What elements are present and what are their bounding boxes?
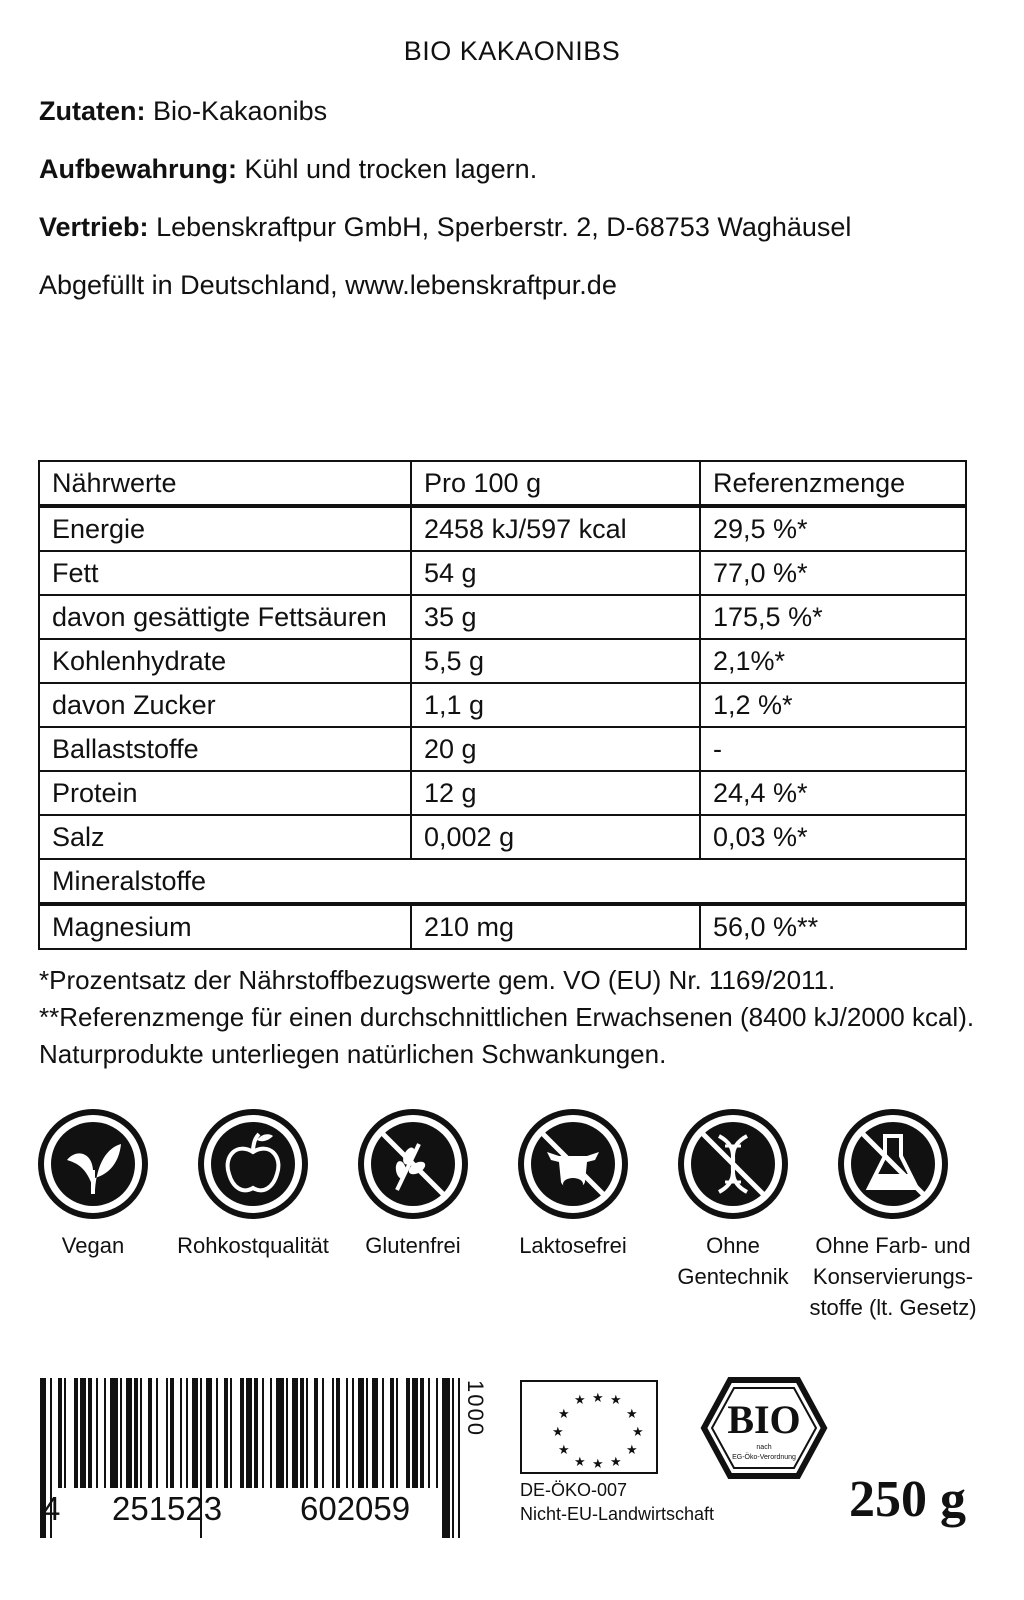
barcode-bar — [352, 1378, 354, 1488]
barcode-bar — [358, 1378, 364, 1488]
product-title: BIO KAKAONIBS — [403, 36, 621, 66]
barcode-bar — [314, 1378, 318, 1488]
storage-value: Kühl und trocken lagern. — [244, 154, 538, 184]
badge-ohne-gentechnik — [643, 1108, 823, 1292]
table-cell: Fett — [39, 551, 411, 595]
bio-word: BIO — [727, 1397, 801, 1442]
barcode-bar — [306, 1378, 308, 1488]
eu-certification-text — [520, 1478, 714, 1526]
svg-text:★: ★ — [574, 1393, 586, 1408]
svg-text:★: ★ — [574, 1455, 586, 1470]
badge-label: Rohkostqualität — [177, 1233, 329, 1258]
barcode-bar — [286, 1378, 288, 1488]
eu-code: DE-ÖKO-007 — [520, 1480, 628, 1500]
svg-text:★: ★ — [626, 1407, 638, 1422]
section-row — [39, 859, 966, 904]
barcode-rotated-number: 1000 — [463, 1380, 488, 1437]
badge-label: Vegan — [61, 1233, 125, 1258]
barcode-bar — [140, 1378, 142, 1488]
barcode-bar — [276, 1378, 284, 1488]
barcode-bar — [240, 1378, 244, 1488]
bio-seal — [700, 1376, 828, 1480]
table-row — [39, 506, 966, 551]
table-cell: Energie — [39, 506, 411, 551]
barcode-bar — [382, 1378, 384, 1488]
no-flask-icon — [837, 1108, 949, 1220]
table-row — [39, 727, 966, 771]
barcode-bar — [336, 1378, 340, 1488]
eu-organic-logo — [520, 1380, 658, 1474]
storage-label: Aufbewahrung: — [39, 154, 237, 184]
badge-glutenfrei — [323, 1108, 503, 1261]
distribution-label: Vertrieb: — [39, 212, 149, 242]
badge-laktosefrei — [483, 1108, 663, 1261]
badge-label: Ohne — [706, 1233, 760, 1258]
table-cell: 35 g — [411, 595, 700, 639]
footnote-3: Naturprodukte unterliegen natürlichen Schwankungen. — [39, 1039, 667, 1069]
footnote-2: **Referenzmenge für einen durchschnittlichen Erwachsenen (8400 kJ/2000 kcal). — [39, 1002, 975, 1032]
barcode-bar — [262, 1378, 264, 1488]
barcode-bar — [88, 1378, 92, 1488]
table-cell: Protein — [39, 771, 411, 815]
table-cell: Ballaststoffe — [39, 727, 411, 771]
barcode-bar — [104, 1378, 106, 1488]
barcode-bar — [120, 1378, 122, 1488]
table-row — [39, 904, 966, 949]
table-cell: 20 g — [411, 727, 700, 771]
barcode-bar — [372, 1378, 378, 1488]
svg-text:★: ★ — [552, 1425, 564, 1440]
table-cell: Magnesium — [39, 904, 411, 949]
apple-icon — [197, 1108, 309, 1220]
leaf-icon — [37, 1108, 149, 1220]
barcode-bar — [134, 1378, 138, 1488]
barcode-bar — [254, 1378, 258, 1488]
ingredients-line — [39, 96, 327, 127]
badge-label: Glutenfrei — [365, 1233, 461, 1258]
barcode-bar — [180, 1378, 182, 1488]
header-cell: Pro 100 g — [411, 461, 700, 506]
eu-leaf-stars-icon — [522, 1382, 656, 1472]
barcode-bar — [224, 1378, 228, 1488]
svg-text:★: ★ — [632, 1425, 644, 1440]
table-cell: - — [700, 727, 966, 771]
table-cell: 5,5 g — [411, 639, 700, 683]
badge-label: Konservierungs- — [812, 1264, 974, 1289]
table-row — [39, 551, 966, 595]
barcode-bar — [110, 1378, 118, 1488]
barcode-bar — [396, 1378, 398, 1488]
badge-label: Gentechnik — [677, 1264, 789, 1289]
distribution-line — [39, 212, 851, 243]
barcode-bar — [74, 1378, 78, 1488]
svg-text:★: ★ — [558, 1443, 570, 1458]
barcode-bar — [452, 1378, 454, 1538]
badge-label: Ohne Farb- und — [815, 1233, 971, 1258]
barcode-bar — [192, 1378, 198, 1488]
table-cell: 12 g — [411, 771, 700, 815]
svg-text:★: ★ — [558, 1407, 570, 1422]
barcode-bar — [442, 1378, 450, 1538]
table-cell: 24,4 %* — [700, 771, 966, 815]
barcode-bar — [390, 1378, 394, 1488]
storage-line — [39, 154, 537, 185]
barcode-bar — [230, 1378, 232, 1488]
barcode-bar — [80, 1378, 86, 1488]
barcode-bar — [270, 1378, 272, 1488]
footnotes — [39, 962, 974, 1073]
table-cell: 0,002 g — [411, 815, 700, 859]
barcode-bar — [216, 1378, 218, 1488]
barcode-bar — [166, 1378, 168, 1488]
barcode-bar — [96, 1378, 98, 1488]
no-cow-icon — [517, 1108, 629, 1220]
barcode-bar — [292, 1378, 298, 1488]
table-cell: 0,03 %* — [700, 815, 966, 859]
eu-origin: Nicht-EU-Landwirtschaft — [520, 1504, 715, 1524]
section-cell: Mineralstoffe — [39, 859, 966, 904]
distribution-value: Lebenskraftpur GmbH, Sperberstr. 2, D-68753 Waghäusel — [156, 212, 852, 242]
table-cell: 77,0 %* — [700, 551, 966, 595]
table-cell: davon gesättigte Fettsäuren — [39, 595, 411, 639]
badge-label: stoffe (lt. Gesetz) — [809, 1295, 977, 1320]
barcode-bar — [186, 1378, 188, 1488]
table-cell: 2,1%* — [700, 639, 966, 683]
barcode-bar — [322, 1378, 324, 1488]
footnote-1: *Prozentsatz der Nährstoffbezugswerte gem. VO (EU) Nr. 1169/2011. — [39, 965, 836, 995]
ingredients-value: Bio-Kakaonibs — [153, 96, 328, 126]
barcode-bar — [58, 1378, 62, 1488]
table-cell: 1,2 %* — [700, 683, 966, 727]
bio-subtext-2: EG-Öko-Verordnung — [732, 1454, 796, 1461]
table-row — [39, 595, 966, 639]
table-cell: 175,5 %* — [700, 595, 966, 639]
table-cell: Salz — [39, 815, 411, 859]
barcode-bar — [420, 1378, 424, 1488]
barcode-bar — [458, 1378, 460, 1538]
nutrition-table — [38, 460, 967, 950]
table-row — [39, 683, 966, 727]
svg-text:★: ★ — [592, 1457, 604, 1472]
badge-rohkost — [163, 1108, 343, 1261]
barcode-digit-first: 4 — [42, 1490, 61, 1527]
table-row — [39, 771, 966, 815]
svg-text:★: ★ — [610, 1455, 622, 1470]
barcode-bar — [246, 1378, 252, 1488]
table-cell: davon Zucker — [39, 683, 411, 727]
no-dna-icon — [677, 1108, 789, 1220]
badge-vegan — [3, 1108, 183, 1261]
barcode-bar — [148, 1378, 152, 1488]
table-row — [39, 639, 966, 683]
table-cell: 2458 kJ/597 kcal — [411, 506, 700, 551]
barcode-bar — [126, 1378, 132, 1488]
barcode-bar — [64, 1378, 66, 1488]
barcode-bar — [156, 1378, 158, 1488]
barcode-bar — [170, 1378, 174, 1488]
badge-ohne-zusatzstoffe — [803, 1108, 983, 1323]
header-cell: Referenzmenge — [700, 461, 966, 506]
table-cell: 56,0 %** — [700, 904, 966, 949]
table-cell: 210 mg — [411, 904, 700, 949]
barcode-bar — [366, 1378, 368, 1488]
svg-text:★: ★ — [610, 1393, 622, 1408]
bio-subtext-1: nach — [756, 1444, 772, 1451]
barcode-bar — [412, 1378, 418, 1488]
barcode-group-2: 602059 — [300, 1490, 411, 1527]
net-weight: 250 g — [849, 1471, 966, 1528]
barcode-bar — [428, 1378, 430, 1488]
barcode-bar — [332, 1378, 334, 1488]
barcode-bar — [300, 1378, 304, 1488]
table-cell: Kohlenhydrate — [39, 639, 411, 683]
no-grain-icon — [357, 1108, 469, 1220]
svg-text:★: ★ — [626, 1443, 638, 1458]
ingredients-label: Zutaten: — [39, 96, 146, 126]
table-cell: 54 g — [411, 551, 700, 595]
svg-text:★: ★ — [592, 1391, 604, 1406]
barcode-bar — [346, 1378, 348, 1488]
barcode-bar — [206, 1378, 212, 1488]
barcode-bar — [406, 1378, 410, 1488]
barcode-group-1: 251523 — [112, 1490, 223, 1527]
bottled-line: Abgefüllt in Deutschland, www.lebenskraftpur.de — [39, 270, 617, 300]
badge-label: Laktosefrei — [519, 1233, 627, 1258]
table-header-row — [39, 461, 966, 506]
barcode-bar — [436, 1378, 438, 1488]
table-cell: 1,1 g — [411, 683, 700, 727]
table-row — [39, 815, 966, 859]
table-cell: 29,5 %* — [700, 506, 966, 551]
header-cell: Nährwerte — [39, 461, 411, 506]
